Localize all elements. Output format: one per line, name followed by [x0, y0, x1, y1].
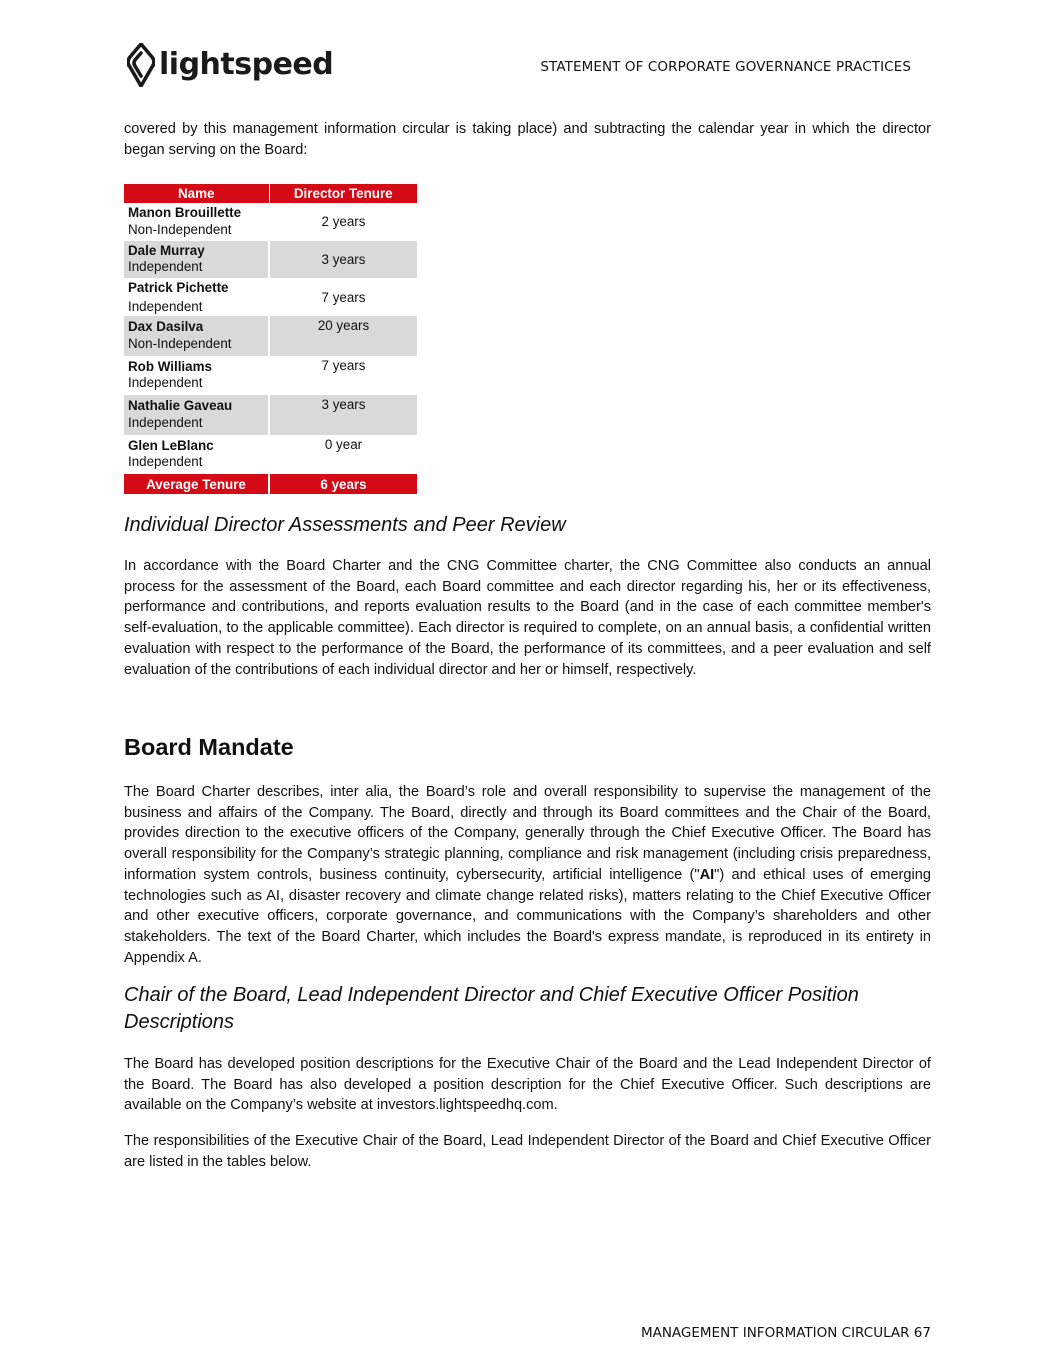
- director-name: Dale Murray: [128, 242, 205, 258]
- name-column-header: Name: [124, 184, 269, 203]
- director-tenure: 7 years: [269, 356, 417, 396]
- director-name: Manon Brouillette: [128, 205, 242, 221]
- table-header-row: [124, 184, 417, 203]
- page-footer: MANAGEMENT INFORMATION CIRCULAR 67: [640, 1325, 931, 1341]
- flame-logo-icon: [127, 43, 155, 87]
- table-row: [124, 435, 417, 475]
- director-tenure: 3 years: [269, 241, 417, 279]
- intro-paragraph: covered by this management information circular is taking place) and subtracting the calendar year in which the director began serving on the Board:: [124, 121, 931, 158]
- tenure-column-header: Director Tenure: [269, 184, 417, 203]
- director-tenure: 3 years: [269, 395, 417, 435]
- director-status: Independent: [128, 375, 203, 391]
- director-tenure: 7 years: [269, 278, 417, 316]
- director-cell: [124, 278, 269, 316]
- average-tenure-value: 6 years: [269, 474, 417, 494]
- director-tenure-table: [124, 184, 417, 494]
- mandate-ai-term: AI: [699, 866, 715, 883]
- table-row: [124, 203, 417, 241]
- director-name: Dax Dasilva: [128, 319, 204, 335]
- director-name: Glen LeBlanc: [128, 437, 214, 453]
- logo-wordmark: lightspeed: [159, 47, 334, 82]
- director-status: Independent: [128, 299, 203, 314]
- position-descriptions-paragraph-2: The responsibilities of the Executive Chair of the Board, Lead Independent Director of the Board and Chief Executive Officer are listed in the tables below.: [124, 1133, 931, 1170]
- director-status: Independent: [128, 259, 203, 275]
- director-status: Independent: [128, 414, 203, 430]
- director-status: Non-Independent: [128, 221, 232, 237]
- director-cell: [124, 395, 269, 435]
- mandate-text-part2: ") and ethical uses of emerging technologies such as AI, disaster recovery and climate change related risks), matters relating to the Chief Executive Officer and other executive officers, corporate governance, and communications with the Company’s shareholders and other stakeholders. The text of the Board Charter, which includes the Board's express mandate, is reproduced in its entirety in Appendix A.: [124, 866, 932, 966]
- director-cell: [124, 356, 269, 396]
- director-tenure: 2 years: [269, 203, 417, 241]
- director-cell: [124, 241, 269, 279]
- director-cell: [124, 316, 269, 356]
- company-logo: [127, 42, 333, 88]
- page-header-title: STATEMENT OF CORPORATE GOVERNANCE PRACTICES: [540, 59, 911, 75]
- board-mandate-paragraph: [124, 782, 931, 968]
- assessments-paragraph: In accordance with the Board Charter and the CNG Committee charter, the CNG Committee also conducts an annual process for the assessment of the Board, each Board committee and each director regarding his, her or its effectiveness, performance and contributions, and reports evaluation results to the Board (and in the case of each committee member's self-evaluation, to the applicable committee). Each director is required to complete, on an annual basis, a confidential written evaluation with respect to the performance of the Board, the performance of its committees, and a peer evaluation and self evaluation of the contributions of each individual director and her or himself, respectively.: [124, 558, 931, 678]
- director-name: Patrick Pichette: [128, 280, 229, 295]
- director-name: Nathalie Gaveau: [128, 398, 233, 414]
- director-cell: [124, 435, 269, 475]
- table-row: [124, 395, 417, 435]
- average-tenure-label: Average Tenure: [124, 474, 269, 494]
- position-descriptions-paragraph-1: The Board has developed position descriptions for the Executive Chair of the Board and the Lead Independent Director of the Board. The Board has also developed a position description for the Chief Executive Officer. Such descriptions are available on the Company’s website at investors.lightspeedhq.com.: [124, 1056, 931, 1114]
- director-tenure: 20 years: [269, 316, 417, 356]
- table-row: [124, 356, 417, 396]
- position-descriptions-heading: Chair of the Board, Lead Independent Director and Chief Executive Officer Position Descriptions: [124, 984, 859, 1033]
- director-cell: [124, 203, 269, 241]
- table-row: [124, 278, 417, 316]
- table-row: [124, 241, 417, 279]
- board-mandate-heading: Board Mandate: [124, 734, 294, 760]
- mandate-text-part1: The Board Charter describes, inter alia, the Board’s role and overall responsibility to supervise the management of the business and affairs of the Company. The Board, directly and through its Board committees and the Chair of the Board, provides direction to the executive officers of the Company, generally through the Chief Executive Officer. The Board has overall responsibility for the Company’s strategic planning, compliance and risk management (including crisis preparedness, information system controls, business continuity, cybersecurity, artificial intelligence (": [124, 784, 931, 883]
- director-status: Non-Independent: [128, 335, 232, 351]
- director-name: Rob Williams: [128, 358, 212, 374]
- director-tenure: 0 year: [269, 435, 417, 475]
- assessments-heading: Individual Director Assessments and Peer Review: [124, 514, 566, 536]
- table-row: [124, 316, 417, 356]
- director-status: Independent: [128, 454, 203, 470]
- average-tenure-row: [124, 474, 417, 494]
